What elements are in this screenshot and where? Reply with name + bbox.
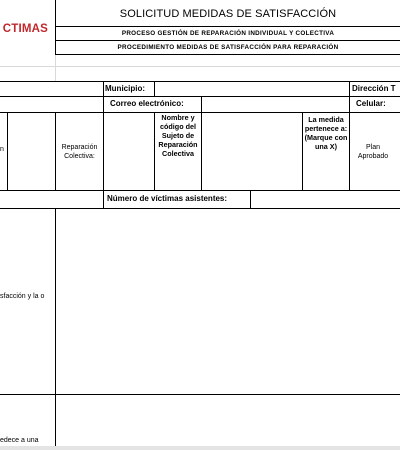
procedure-subtitle: PROCEDIMIENTO MEDIDAS DE SATISFACCIÓN PARA REPARACIÓN <box>117 44 339 51</box>
horizontal-scrollbar[interactable] <box>0 446 400 450</box>
document-title: SOLICITUD MEDIDAS DE SATISFACCIÓN <box>119 8 337 20</box>
reparacion-colectiva-label: Reparación Colectiva: <box>61 144 98 160</box>
medida-pertenece-label: La medida pertenece a: (Marque con una X) <box>304 115 348 151</box>
victimas-logo-text: CTIMAS <box>2 23 48 35</box>
municipio-label: Municipio: <box>105 84 145 93</box>
left-partial-label-1: n <box>0 146 4 153</box>
nombre-codigo-sujeto-label: Nombre y código del Sujeto de Reparación Colectiva <box>158 113 198 158</box>
direccion-label: Dirección T <box>352 84 396 93</box>
process-subtitle: PROCESO GESTIÓN DE REPARACIÓN INDIVIDUAL Y COLECTIVA <box>121 30 335 37</box>
correo-label: Correo electrónico: <box>110 99 184 108</box>
left-partial-label-2: sfacción y la o <box>0 293 45 300</box>
celular-label: Celular: <box>356 99 386 108</box>
left-partial-label-3: edece a una <box>0 437 39 444</box>
plan-aprobado-label: Plan Aprobado <box>357 144 389 160</box>
numero-victimas-label: Número de víctimas asistentes: <box>107 194 228 203</box>
